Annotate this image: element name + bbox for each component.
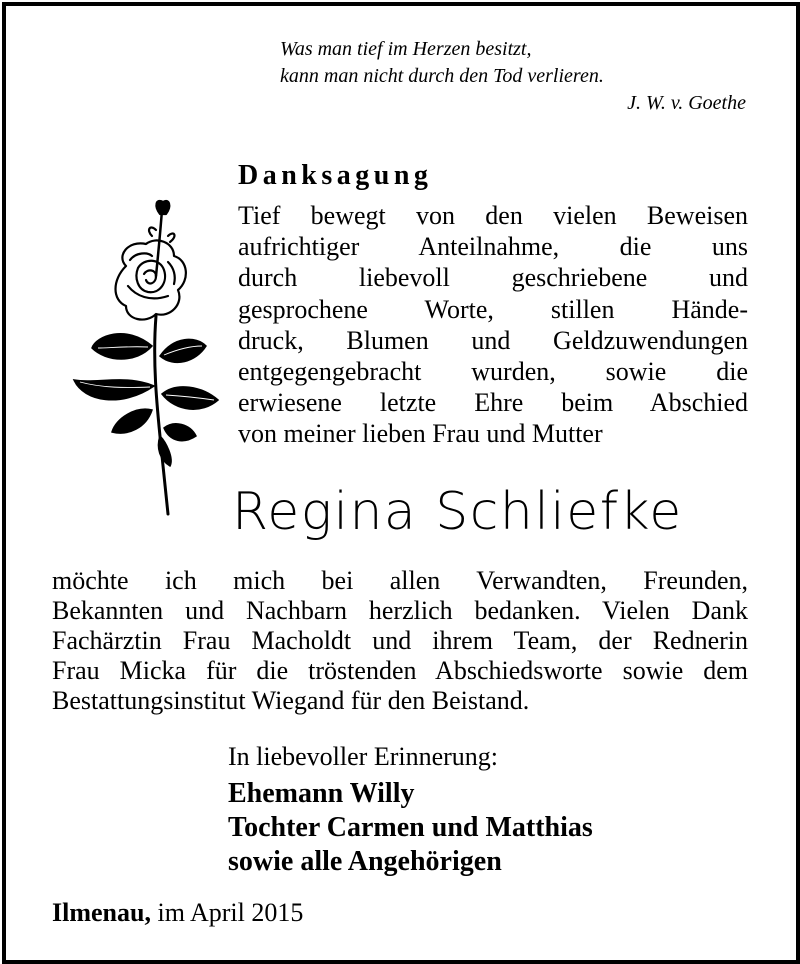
place-date <box>52 898 303 928</box>
notice-heading: Danksagung <box>238 160 433 191</box>
body-line: möchte ich mich bei allen Verwandten, Freunden, <box>52 566 748 595</box>
quote-line-2: kann man nicht durch den Tod verlieren. <box>280 65 604 87</box>
date: im April 2015 <box>157 898 304 927</box>
signers <box>228 777 593 879</box>
body-line: Bekannten und Nachbarn herzlich bedanken. Vielen Dank <box>52 596 748 625</box>
body-line: Bestattungsinstitut Wiegand für den Beistand. <box>52 686 530 715</box>
intro-line: aufrichtiger Anteilnahme, die uns <box>238 232 748 262</box>
deceased-name: Regina Schliefke <box>232 482 683 542</box>
intro-line: von meiner lieben Frau und Mutter <box>238 419 603 449</box>
intro-line: druck, Blumen und Geldzuwendungen <box>238 325 748 355</box>
closing-phrase: In liebevoller Erinnerung: <box>228 742 499 771</box>
thanks-paragraph <box>52 566 748 716</box>
epigraph <box>280 36 750 117</box>
intro-line: gesprochene Worte, stillen Hände- <box>238 294 748 324</box>
intro-line: Tief bewegt von den vielen Beweisen <box>238 201 748 230</box>
quote-line-1: Was man tief im Herzen besitzt, <box>280 38 532 60</box>
body-line: Frau Micka für die tröstenden Abschiedsworte sowie dem <box>52 656 748 685</box>
signer-line: Tochter Carmen und Matthias <box>228 812 593 843</box>
place: Ilmenau, <box>52 898 151 927</box>
intro-line: durch liebevoll geschriebene und <box>238 263 748 293</box>
quote-author: J. W. v. Goethe <box>627 92 746 114</box>
intro-paragraph <box>238 200 748 450</box>
intro-line: entgegengebracht wurden, sowie die <box>238 357 748 387</box>
signer-line: Ehemann Willy <box>228 778 415 809</box>
signer-line: sowie alle Angehörigen <box>228 846 502 877</box>
intro-line: erwiesene letzte Ehre beim Abschied <box>238 388 748 418</box>
rose-icon <box>56 196 226 518</box>
body-line: Fachärztin Frau Macholdt und ihrem Team, der Rednerin <box>52 626 748 655</box>
